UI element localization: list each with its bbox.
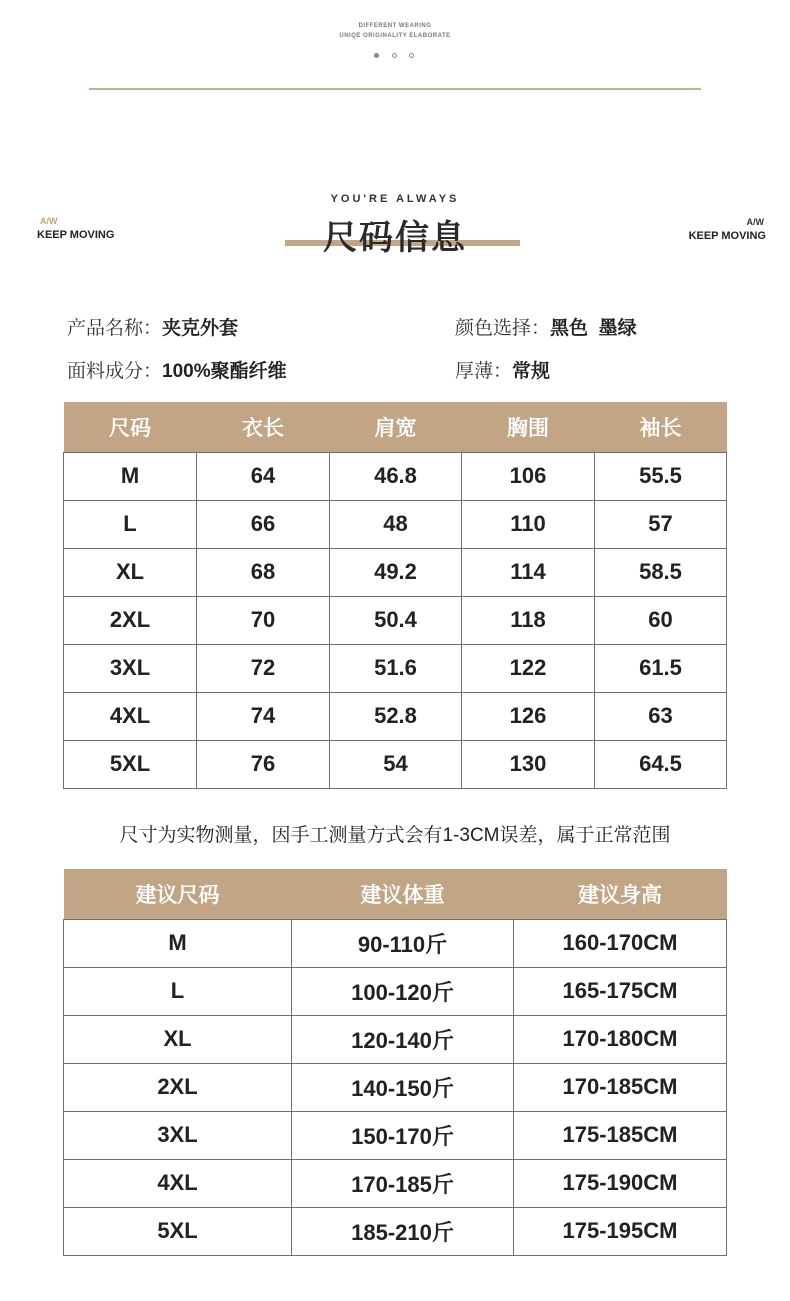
size-table-header — [64, 402, 727, 452]
table-cell: 48 — [330, 500, 462, 548]
table-cell: 68 — [197, 548, 330, 596]
table-cell: 185-210斤 — [292, 1207, 514, 1255]
product-name — [67, 313, 238, 340]
header-cell: 衣长 — [197, 402, 330, 452]
table-cell: 51.6 — [330, 644, 462, 692]
table-cell: 170-180CM — [514, 1015, 727, 1063]
table-row — [64, 967, 727, 1015]
size-table — [63, 402, 727, 789]
recommend-table-header — [64, 869, 727, 919]
table-cell: 58.5 — [595, 548, 727, 596]
product-name-label: 产品名称： — [67, 318, 163, 339]
table-cell: 74 — [197, 692, 330, 740]
recommend-table — [63, 869, 727, 1256]
dot-icon — [409, 53, 414, 58]
table-cell: 175-195CM — [514, 1207, 727, 1255]
thickness-label: 厚薄： — [455, 361, 513, 382]
table-row — [64, 1111, 727, 1159]
table-cell: 61.5 — [595, 644, 727, 692]
table-row — [64, 1159, 727, 1207]
color-value: 黑色 墨绿 — [550, 318, 637, 339]
table-cell: 55.5 — [595, 452, 727, 500]
table-cell: 54 — [330, 740, 462, 788]
table-row — [64, 500, 727, 548]
dot-active-icon — [374, 53, 379, 58]
table-row — [64, 548, 727, 596]
table-cell: 2XL — [64, 1063, 292, 1111]
table-cell: 60 — [595, 596, 727, 644]
table-cell: 150-170斤 — [292, 1111, 514, 1159]
table-cell: 3XL — [64, 644, 197, 692]
table-cell: 140-150斤 — [292, 1063, 514, 1111]
table-cell: 72 — [197, 644, 330, 692]
table-cell: 106 — [462, 452, 595, 500]
table-cell: 70 — [197, 596, 330, 644]
table-cell: 49.2 — [330, 548, 462, 596]
table-cell: 63 — [595, 692, 727, 740]
fabric — [67, 356, 287, 383]
table-cell: 64 — [197, 452, 330, 500]
section-kicker: YOU'RE ALWAYS — [330, 193, 460, 205]
table-cell: 165-175CM — [514, 967, 727, 1015]
table-cell: 118 — [462, 596, 595, 644]
table-row — [64, 1207, 727, 1255]
thickness — [455, 356, 550, 383]
table-cell: 2XL — [64, 596, 197, 644]
left-aw-label: A/W — [40, 216, 58, 226]
table-row — [64, 1063, 727, 1111]
table-row — [64, 644, 727, 692]
table-cell: 175-190CM — [514, 1159, 727, 1207]
header-cell: 胸围 — [462, 402, 595, 452]
thickness-value: 常规 — [512, 361, 551, 382]
table-cell: 4XL — [64, 692, 197, 740]
table-cell: 76 — [197, 740, 330, 788]
table-cell: XL — [64, 548, 197, 596]
table-cell: 52.8 — [330, 692, 462, 740]
color-label: 颜色选择： — [455, 318, 551, 339]
left-keep-moving: KEEP MOVING — [37, 229, 115, 241]
table-cell: 122 — [462, 644, 595, 692]
table-cell: M — [64, 919, 292, 967]
right-aw-label: A/W — [746, 217, 764, 227]
table-cell: 110 — [462, 500, 595, 548]
product-name-value: 夹克外套 — [162, 318, 239, 339]
page-title: 尺码信息 — [323, 219, 467, 257]
header-cell: 袖长 — [595, 402, 727, 452]
header-cell: 建议尺码 — [64, 869, 292, 919]
table-cell: 50.4 — [330, 596, 462, 644]
table-cell: 5XL — [64, 740, 197, 788]
table-cell: XL — [64, 1015, 292, 1063]
table-cell: L — [64, 967, 292, 1015]
table-cell: 175-185CM — [514, 1111, 727, 1159]
dot-icon — [392, 53, 397, 58]
table-cell: 130 — [462, 740, 595, 788]
table-cell: 100-120斤 — [292, 967, 514, 1015]
table-cell: 170-185CM — [514, 1063, 727, 1111]
table-cell: 57 — [595, 500, 727, 548]
table-cell: 90-110斤 — [292, 919, 514, 967]
table-row — [64, 452, 727, 500]
tagline-1: DIFFERENT WEARING — [358, 23, 432, 29]
divider — [89, 88, 701, 90]
table-cell: 126 — [462, 692, 595, 740]
table-cell: M — [64, 452, 197, 500]
table-cell: 114 — [462, 548, 595, 596]
right-keep-moving: KEEP MOVING — [688, 230, 766, 242]
table-cell: L — [64, 500, 197, 548]
table-row — [64, 692, 727, 740]
table-cell: 3XL — [64, 1111, 292, 1159]
table-row — [64, 1015, 727, 1063]
tagline-2: UNIQE ORIGINALITY ELABORATE — [339, 33, 451, 39]
fabric-value: 100%聚酯纤维 — [162, 361, 287, 382]
pagination-dots — [372, 52, 418, 60]
measurement-note: 尺寸为实物测量，因手工测量方式会有1-3CM误差，属于正常范围 — [119, 825, 671, 846]
table-cell: 5XL — [64, 1207, 292, 1255]
table-row — [64, 919, 727, 967]
table-cell: 64.5 — [595, 740, 727, 788]
fabric-label: 面料成分： — [67, 361, 163, 382]
table-cell: 120-140斤 — [292, 1015, 514, 1063]
header-cell: 尺码 — [64, 402, 197, 452]
table-cell: 46.8 — [330, 452, 462, 500]
table-cell: 170-185斤 — [292, 1159, 514, 1207]
table-row — [64, 740, 727, 788]
table-cell: 160-170CM — [514, 919, 727, 967]
table-cell: 66 — [197, 500, 330, 548]
table-row — [64, 596, 727, 644]
header-cell: 建议体重 — [292, 869, 514, 919]
header-cell: 肩宽 — [330, 402, 462, 452]
table-cell: 4XL — [64, 1159, 292, 1207]
header-cell: 建议身高 — [514, 869, 727, 919]
color-choice — [455, 313, 637, 340]
